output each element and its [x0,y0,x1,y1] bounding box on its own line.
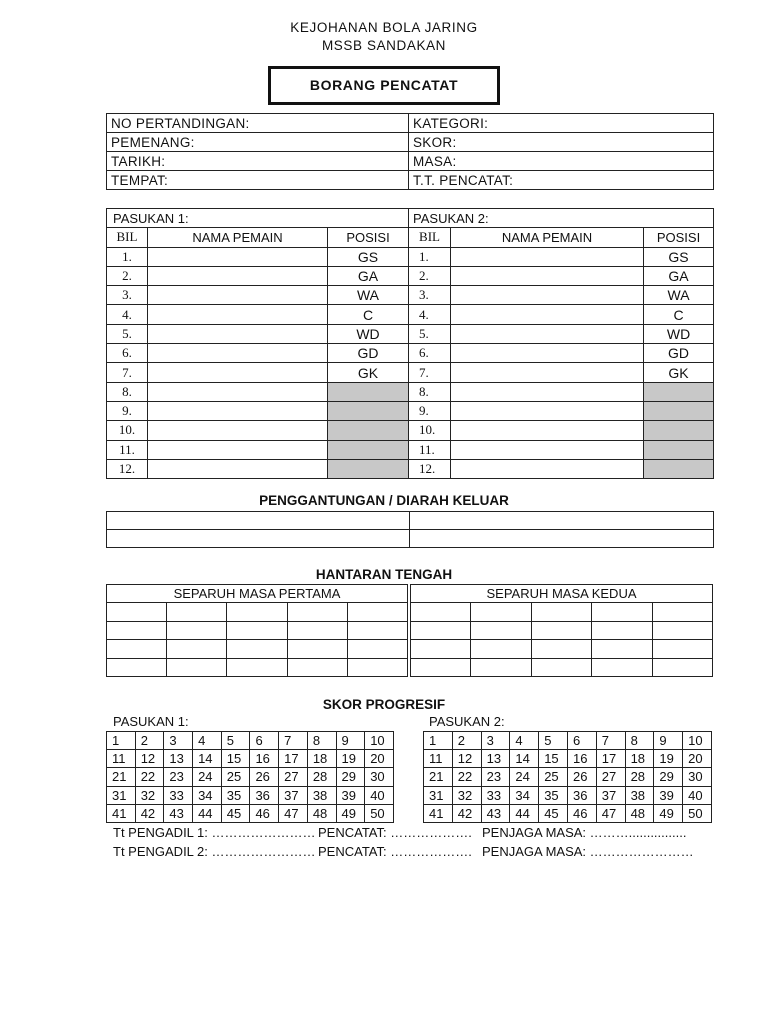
score-cell[interactable]: 18 [625,750,654,768]
score-cell[interactable]: 47 [279,804,308,822]
score-cell[interactable]: 28 [625,768,654,786]
field-tarikh[interactable]: TARIKH: [107,152,409,171]
center-pass-cell[interactable] [411,658,471,676]
score-cell[interactable]: 27 [596,768,625,786]
field-kategori[interactable]: KATEGORI: [409,114,714,133]
bil-cell: 7. [409,363,451,382]
second-half-label: SEPARUH MASA KEDUA [411,585,713,603]
position-cell[interactable] [644,401,714,420]
score-cell[interactable]: 30 [683,768,712,786]
position-cell: WD [644,324,714,343]
score-cell[interactable]: 50 [365,804,394,822]
table-row [424,768,712,786]
bil-cell: 5. [107,324,148,343]
score-cell[interactable]: 33 [481,786,510,804]
table-row [424,786,712,804]
center-pass-cell[interactable] [592,621,652,639]
table-row [107,266,714,285]
score-cell[interactable]: 6 [250,732,279,750]
score-cell[interactable]: 36 [250,786,279,804]
center-pass-cell[interactable] [531,621,591,639]
score-cell[interactable]: 32 [452,786,481,804]
position-cell: WD [328,324,409,343]
bil-cell: 11. [107,440,148,459]
field-skor[interactable]: SKOR: [409,133,714,152]
score-cell[interactable]: 49 [654,804,683,822]
score-cell[interactable]: 11 [107,750,136,768]
center-pass-first-half-table [106,584,408,677]
signature-penjaga-masa-1: PENJAGA MASA: ………................ [482,825,687,840]
player-name-cell[interactable] [451,401,644,420]
team1-label: PASUKAN 1: [107,209,409,228]
score-cell[interactable]: 2 [135,732,164,750]
bil-cell: 7. [107,363,148,382]
score-cell[interactable]: 47 [596,804,625,822]
score-cell[interactable]: 14 [193,750,222,768]
score-cell[interactable]: 37 [279,786,308,804]
center-pass-cell[interactable] [531,603,591,621]
score-cell[interactable]: 49 [336,804,365,822]
score-cell[interactable]: 9 [654,732,683,750]
score-cell[interactable]: 42 [135,804,164,822]
table-row [411,603,713,621]
score-cell[interactable]: 31 [424,786,453,804]
score-cell[interactable]: 1 [424,732,453,750]
score-cell[interactable]: 2 [452,732,481,750]
score-cell[interactable]: 4 [510,732,539,750]
player-name-cell[interactable] [451,382,644,401]
center-pass-cell[interactable] [652,603,712,621]
score-cell[interactable]: 40 [365,786,394,804]
score-cell[interactable]: 45 [221,804,250,822]
score-cell[interactable]: 46 [567,804,596,822]
center-pass-cell[interactable] [411,621,471,639]
score-cell[interactable]: 24 [193,768,222,786]
col-posisi: POSISI [644,228,714,247]
score-cell[interactable]: 48 [307,804,336,822]
score-cell[interactable]: 19 [654,750,683,768]
position-cell: C [644,305,714,324]
table-row [424,732,712,750]
score-cell[interactable]: 24 [510,768,539,786]
center-pass-cell[interactable] [167,603,227,621]
col-posisi: POSISI [328,228,409,247]
center-pass-cell[interactable] [471,603,531,621]
score-cell[interactable]: 41 [107,804,136,822]
progressive-score-team2-grid [423,731,712,823]
score-cell[interactable]: 44 [510,804,539,822]
position-cell[interactable] [328,401,409,420]
table-row [107,732,394,750]
table-row [107,768,394,786]
position-cell: WA [644,286,714,305]
table-row [107,324,714,343]
center-pass-cell[interactable] [592,658,652,676]
score-cell[interactable]: 11 [424,750,453,768]
score-cell[interactable]: 3 [164,732,193,750]
col-nama-pemain: NAMA PEMAIN [451,228,644,247]
score-cell[interactable]: 31 [107,786,136,804]
bil-cell: 12. [409,459,451,478]
table-row [107,640,408,658]
bil-cell: 2. [107,266,148,285]
position-cell[interactable] [644,459,714,478]
table-row [107,603,408,621]
signature-penjaga-masa-2: PENJAGA MASA: …………………… [482,844,694,859]
signature-pencatat-1: PENCATAT: ………………. [318,825,472,840]
score-cell[interactable]: 10 [365,732,394,750]
center-pass-cell[interactable] [287,640,347,658]
col-bil: BIL [409,228,451,247]
bil-cell: 3. [409,286,451,305]
player-name-cell[interactable] [148,324,328,343]
score-cell[interactable]: 13 [481,750,510,768]
center-pass-cell[interactable] [287,621,347,639]
progressive-score-heading: SKOR PROGRESIF [322,697,446,712]
bil-cell: 1. [107,247,148,266]
position-cell[interactable] [328,440,409,459]
bil-cell: 1. [409,247,451,266]
center-pass-cell[interactable] [107,603,167,621]
player-name-cell[interactable] [451,421,644,440]
score-cell[interactable]: 7 [279,732,308,750]
score-cell[interactable]: 13 [164,750,193,768]
score-cell[interactable]: 41 [424,804,453,822]
bil-cell: 10. [409,421,451,440]
score-cell[interactable]: 45 [539,804,568,822]
score-cell[interactable]: 8 [307,732,336,750]
center-pass-cell[interactable] [107,621,167,639]
player-name-cell[interactable] [148,459,328,478]
position-cell[interactable] [644,440,714,459]
progressive-score-team1-grid [106,731,394,823]
table-row [107,382,714,401]
score-cell[interactable]: 50 [683,804,712,822]
team-roster-table [106,208,714,479]
center-pass-cell[interactable] [347,621,407,639]
score-cell[interactable]: 4 [193,732,222,750]
player-name-cell[interactable] [451,363,644,382]
score-cell[interactable]: 26 [250,768,279,786]
match-info-table [106,113,714,190]
center-pass-cell[interactable] [287,658,347,676]
position-cell: C [328,305,409,324]
table-row [411,658,713,676]
score-cell[interactable]: 35 [539,786,568,804]
score-cell[interactable]: 17 [596,750,625,768]
center-pass-cell[interactable] [411,640,471,658]
score-cell[interactable]: 22 [135,768,164,786]
score-cell[interactable]: 38 [307,786,336,804]
signature-pengadil-1: Tt PENGADIL 1: …………………… [113,825,316,840]
table-row [107,804,394,822]
center-pass-cell[interactable] [287,603,347,621]
score-cell[interactable]: 16 [567,750,596,768]
score-cell[interactable]: 22 [452,768,481,786]
position-cell: GD [328,344,409,363]
field-no-pertandingan[interactable]: NO PERTANDINGAN: [107,114,409,133]
player-name-cell[interactable] [148,421,328,440]
score-cell[interactable]: 29 [654,768,683,786]
col-nama-pemain: NAMA PEMAIN [148,228,328,247]
bil-cell: 2. [409,266,451,285]
center-pass-cell[interactable] [167,658,227,676]
table-cell[interactable] [107,530,410,548]
score-cell[interactable]: 3 [481,732,510,750]
bil-cell: 12. [107,459,148,478]
event-title: KEJOHANAN BOLA JARING [290,20,478,35]
position-cell[interactable] [328,459,409,478]
position-cell[interactable] [644,382,714,401]
bil-cell: 5. [409,324,451,343]
table-row [424,804,712,822]
center-pass-cell[interactable] [652,640,712,658]
score-cell[interactable]: 21 [424,768,453,786]
score-cell[interactable]: 37 [596,786,625,804]
score-cell[interactable]: 25 [539,768,568,786]
score-cell[interactable]: 20 [365,750,394,768]
table-row [107,286,714,305]
score-cell[interactable]: 29 [336,768,365,786]
player-name-cell[interactable] [451,459,644,478]
score-cell[interactable]: 21 [107,768,136,786]
substitution-table [106,511,714,548]
bil-cell: 6. [107,344,148,363]
score-cell[interactable]: 6 [567,732,596,750]
field-masa[interactable]: MASA: [409,152,714,171]
center-pass-cell[interactable] [652,658,712,676]
score-cell[interactable]: 20 [683,750,712,768]
bil-cell: 3. [107,286,148,305]
event-subtitle: MSSB SANDAKAN [321,38,447,53]
progressive-team1-label: PASUKAN 1: [113,714,189,729]
player-name-cell[interactable] [451,266,644,285]
field-tempat[interactable]: TEMPAT: [107,171,409,190]
player-name-cell[interactable] [451,247,644,266]
center-pass-cell[interactable] [347,640,407,658]
form-title: BORANG PENCATAT [268,66,500,105]
center-pass-cell[interactable] [227,658,287,676]
score-cell[interactable]: 36 [567,786,596,804]
player-name-cell[interactable] [148,401,328,420]
center-pass-cell[interactable] [471,658,531,676]
position-cell: GK [644,363,714,382]
score-cell[interactable]: 8 [625,732,654,750]
bil-cell: 8. [409,382,451,401]
center-pass-cell[interactable] [471,621,531,639]
bil-cell: 11. [409,440,451,459]
signature-pencatat-2: PENCATAT: ………………. [318,844,472,859]
score-cell[interactable]: 26 [567,768,596,786]
position-cell[interactable] [328,421,409,440]
player-name-cell[interactable] [148,247,328,266]
position-cell: GS [328,247,409,266]
table-row [107,305,714,324]
position-cell[interactable] [644,421,714,440]
center-pass-cell[interactable] [531,640,591,658]
bil-cell: 4. [107,305,148,324]
score-cell[interactable]: 44 [193,804,222,822]
table-row [107,421,714,440]
score-cell[interactable]: 34 [193,786,222,804]
bil-cell: 9. [409,401,451,420]
field-tt-pencatat[interactable]: T.T. PENCATAT: [409,171,714,190]
score-cell[interactable]: 33 [164,786,193,804]
score-cell[interactable]: 43 [481,804,510,822]
col-bil: BIL [107,228,148,247]
bil-cell: 9. [107,401,148,420]
score-cell[interactable]: 39 [654,786,683,804]
center-pass-second-half-table [410,584,713,677]
center-pass-cell[interactable] [652,621,712,639]
table-row [107,658,408,676]
team2-label: PASUKAN 2: [409,209,714,228]
score-cell[interactable]: 19 [336,750,365,768]
table-row [107,750,394,768]
score-cell[interactable]: 27 [279,768,308,786]
player-name-cell[interactable] [451,440,644,459]
player-name-cell[interactable] [148,382,328,401]
player-name-cell[interactable] [451,286,644,305]
table-row [107,344,714,363]
center-pass-cell[interactable] [107,658,167,676]
center-pass-cell[interactable] [167,621,227,639]
progressive-team2-label: PASUKAN 2: [429,714,505,729]
table-row [424,750,712,768]
position-cell: GK [328,363,409,382]
position-cell: WA [328,286,409,305]
score-cell[interactable]: 12 [135,750,164,768]
first-half-label: SEPARUH MASA PERTAMA [107,585,408,603]
table-cell[interactable] [107,512,410,530]
score-cell[interactable]: 28 [307,768,336,786]
score-cell[interactable]: 17 [279,750,308,768]
center-pass-heading: HANTARAN TENGAH [315,567,453,582]
score-cell[interactable]: 48 [625,804,654,822]
center-pass-cell[interactable] [167,640,227,658]
table-row [107,247,714,266]
table-row [107,621,408,639]
table-row [107,401,714,420]
player-name-cell[interactable] [148,440,328,459]
score-cell[interactable]: 14 [510,750,539,768]
table-row [107,786,394,804]
score-cell[interactable]: 12 [452,750,481,768]
field-pemenang[interactable]: PEMENANG: [107,133,409,152]
center-pass-cell[interactable] [227,603,287,621]
player-name-cell[interactable] [148,305,328,324]
substitution-heading: PENGGANTUNGAN / DIARAH KELUAR [259,493,509,508]
player-name-cell[interactable] [148,363,328,382]
score-cell[interactable]: 43 [164,804,193,822]
center-pass-cell[interactable] [592,640,652,658]
bil-cell: 6. [409,344,451,363]
table-row [107,459,714,478]
score-cell[interactable]: 25 [221,768,250,786]
player-name-cell[interactable] [148,286,328,305]
score-cell[interactable]: 7 [596,732,625,750]
table-row [107,363,714,382]
position-cell: GS [644,247,714,266]
signature-pengadil-2: Tt PENGADIL 2: …………………… [113,844,316,859]
center-pass-cell[interactable] [227,640,287,658]
score-cell[interactable]: 15 [221,750,250,768]
score-cell[interactable]: 23 [481,768,510,786]
score-cell[interactable]: 32 [135,786,164,804]
position-cell: GA [328,266,409,285]
table-cell[interactable] [410,530,714,548]
score-cell[interactable]: 5 [539,732,568,750]
score-cell[interactable]: 23 [164,768,193,786]
table-cell[interactable] [410,512,714,530]
score-cell[interactable]: 38 [625,786,654,804]
player-name-cell[interactable] [451,344,644,363]
center-pass-cell[interactable] [411,603,471,621]
bil-cell: 10. [107,421,148,440]
score-cell[interactable]: 16 [250,750,279,768]
bil-cell: 4. [409,305,451,324]
position-cell[interactable] [328,382,409,401]
player-name-cell[interactable] [148,266,328,285]
center-pass-cell[interactable] [592,603,652,621]
center-pass-cell[interactable] [531,658,591,676]
score-cell[interactable]: 42 [452,804,481,822]
score-cell[interactable]: 46 [250,804,279,822]
center-pass-cell[interactable] [227,621,287,639]
score-cell[interactable]: 35 [221,786,250,804]
position-cell: GD [644,344,714,363]
score-cell[interactable]: 9 [336,732,365,750]
score-cell[interactable]: 1 [107,732,136,750]
center-pass-cell[interactable] [471,640,531,658]
score-cell[interactable]: 5 [221,732,250,750]
score-cell[interactable]: 34 [510,786,539,804]
player-name-cell[interactable] [451,305,644,324]
score-cell[interactable]: 40 [683,786,712,804]
player-name-cell[interactable] [148,344,328,363]
center-pass-cell[interactable] [347,603,407,621]
score-cell[interactable]: 15 [539,750,568,768]
score-cell[interactable]: 18 [307,750,336,768]
center-pass-cell[interactable] [107,640,167,658]
score-cell[interactable]: 10 [683,732,712,750]
table-row [411,640,713,658]
score-cell[interactable]: 30 [365,768,394,786]
table-row [107,440,714,459]
score-cell[interactable]: 39 [336,786,365,804]
bil-cell: 8. [107,382,148,401]
table-row [411,621,713,639]
player-name-cell[interactable] [451,324,644,343]
center-pass-cell[interactable] [347,658,407,676]
position-cell: GA [644,266,714,285]
